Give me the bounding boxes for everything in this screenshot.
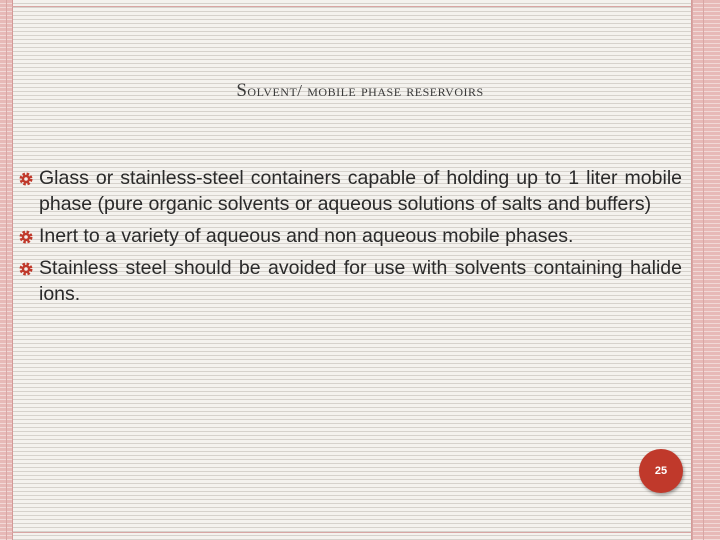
bullet-text: Glass or stainless-steel containers capable of holding up to 1 liter mobile phase (pure organic solvents or aqueous solutions of salts and buffers): [39, 167, 682, 215]
slide-title-initial: S: [236, 80, 248, 101]
slide-title: [0, 80, 720, 102]
bullet-item: [18, 223, 682, 249]
bullet-list: [18, 165, 682, 313]
gear-icon: [18, 171, 34, 187]
bullet-text: Inert to a variety of aqueous and non aqueous mobile phases.: [39, 225, 574, 247]
page-number: 25: [654, 465, 668, 477]
bullet-item: [18, 255, 682, 307]
bullet-text: Stainless steel should be avoided for use with solvents containing halide ions.: [39, 257, 682, 305]
bullet-item: [18, 165, 682, 217]
page-number-badge: [639, 449, 683, 493]
slide-title-text: olvent/ mobile phase reservoirs: [247, 81, 484, 100]
frame-line-top: [12, 6, 692, 7]
gear-icon: [18, 261, 34, 277]
gear-icon: [18, 229, 34, 245]
frame-line-bottom: [12, 532, 692, 533]
